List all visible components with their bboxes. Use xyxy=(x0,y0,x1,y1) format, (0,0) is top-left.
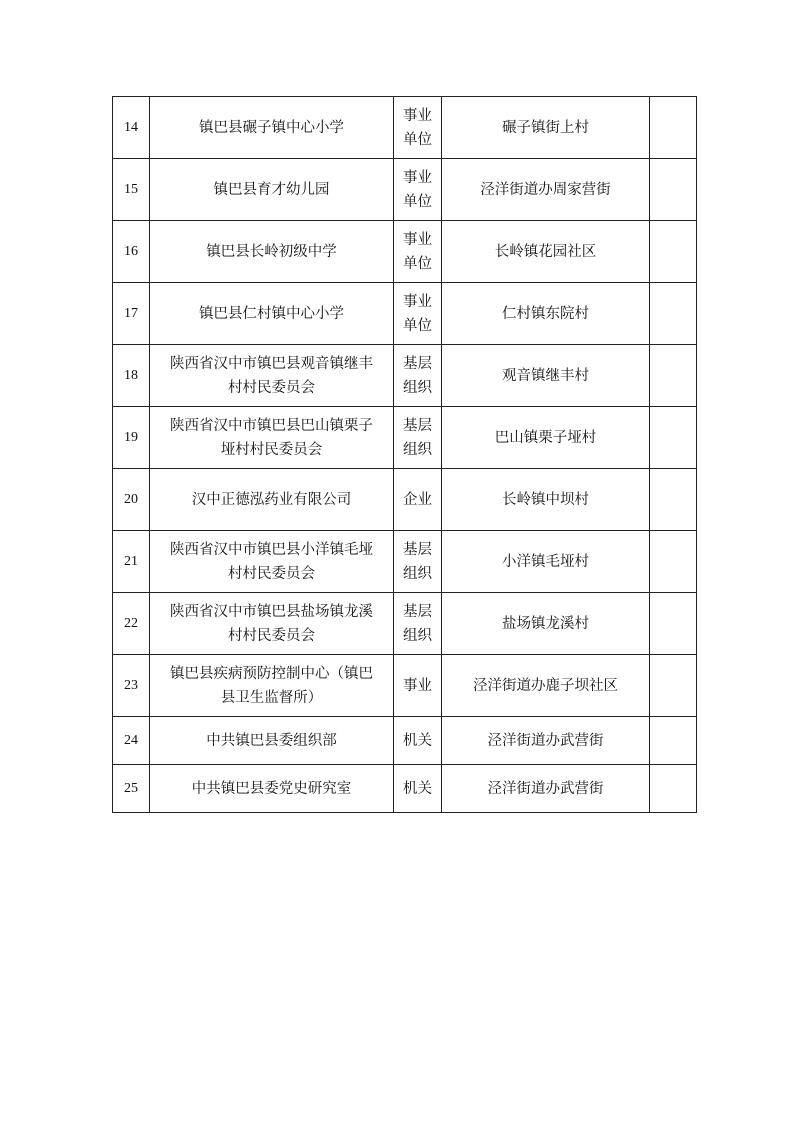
table-row xyxy=(113,469,697,531)
unit-type: 机关 xyxy=(394,765,442,813)
unit-location: 泾洋街道办鹿子坝社区 xyxy=(442,655,650,717)
row-number: 23 xyxy=(113,655,150,717)
row-number: 19 xyxy=(113,407,150,469)
unit-note xyxy=(650,345,697,407)
unit-note xyxy=(650,283,697,345)
unit-name: 中共镇巴县委党史研究室 xyxy=(150,765,394,813)
unit-location: 长岭镇中坝村 xyxy=(442,469,650,531)
unit-name: 镇巴县长岭初级中学 xyxy=(150,221,394,283)
unit-table xyxy=(112,96,697,813)
table-row xyxy=(113,593,697,655)
unit-name: 陕西省汉中市镇巴县小洋镇毛垭 村村民委员会 xyxy=(150,531,394,593)
unit-location: 泾洋街道办武营街 xyxy=(442,717,650,765)
unit-note xyxy=(650,593,697,655)
unit-location: 长岭镇花园社区 xyxy=(442,221,650,283)
unit-type: 基层 组织 xyxy=(394,531,442,593)
row-number: 18 xyxy=(113,345,150,407)
table-row xyxy=(113,97,697,159)
table-row xyxy=(113,531,697,593)
unit-note xyxy=(650,221,697,283)
table-row xyxy=(113,221,697,283)
unit-note xyxy=(650,469,697,531)
row-number: 25 xyxy=(113,765,150,813)
unit-type: 事业 xyxy=(394,655,442,717)
unit-type: 事业 单位 xyxy=(394,221,442,283)
row-number: 15 xyxy=(113,159,150,221)
unit-name: 镇巴县碾子镇中心小学 xyxy=(150,97,394,159)
unit-type: 基层 组织 xyxy=(394,407,442,469)
unit-name: 镇巴县疾病预防控制中心（镇巴 县卫生监督所） xyxy=(150,655,394,717)
table-row xyxy=(113,407,697,469)
unit-type: 基层 组织 xyxy=(394,593,442,655)
table-row xyxy=(113,283,697,345)
row-number: 20 xyxy=(113,469,150,531)
row-number: 17 xyxy=(113,283,150,345)
unit-note xyxy=(650,655,697,717)
unit-note xyxy=(650,159,697,221)
row-number: 14 xyxy=(113,97,150,159)
unit-note xyxy=(650,97,697,159)
row-number: 21 xyxy=(113,531,150,593)
unit-name: 中共镇巴县委组织部 xyxy=(150,717,394,765)
unit-location: 泾洋街道办武营街 xyxy=(442,765,650,813)
table-row xyxy=(113,159,697,221)
unit-type: 基层 组织 xyxy=(394,345,442,407)
unit-note xyxy=(650,717,697,765)
table-row xyxy=(113,717,697,765)
unit-location: 仁村镇东院村 xyxy=(442,283,650,345)
unit-name: 镇巴县仁村镇中心小学 xyxy=(150,283,394,345)
row-number: 22 xyxy=(113,593,150,655)
unit-type: 事业 单位 xyxy=(394,159,442,221)
unit-table-body xyxy=(113,97,697,813)
unit-note xyxy=(650,407,697,469)
row-number: 16 xyxy=(113,221,150,283)
unit-type: 机关 xyxy=(394,717,442,765)
unit-type: 企业 xyxy=(394,469,442,531)
unit-location: 碾子镇街上村 xyxy=(442,97,650,159)
unit-name: 汉中正德泓药业有限公司 xyxy=(150,469,394,531)
unit-type: 事业 单位 xyxy=(394,97,442,159)
unit-type: 事业 单位 xyxy=(394,283,442,345)
unit-location: 巴山镇栗子垭村 xyxy=(442,407,650,469)
unit-location: 泾洋街道办周家营街 xyxy=(442,159,650,221)
unit-location: 小洋镇毛垭村 xyxy=(442,531,650,593)
table-row xyxy=(113,765,697,813)
unit-note xyxy=(650,531,697,593)
unit-name: 陕西省汉中市镇巴县观音镇继丰 村村民委员会 xyxy=(150,345,394,407)
unit-name: 陕西省汉中市镇巴县巴山镇栗子 垭村村民委员会 xyxy=(150,407,394,469)
table-row xyxy=(113,655,697,717)
unit-note xyxy=(650,765,697,813)
unit-name: 镇巴县育才幼儿园 xyxy=(150,159,394,221)
unit-location: 盐场镇龙溪村 xyxy=(442,593,650,655)
unit-location: 观音镇继丰村 xyxy=(442,345,650,407)
table-row xyxy=(113,345,697,407)
row-number: 24 xyxy=(113,717,150,765)
unit-name: 陕西省汉中市镇巴县盐场镇龙溪 村村民委员会 xyxy=(150,593,394,655)
